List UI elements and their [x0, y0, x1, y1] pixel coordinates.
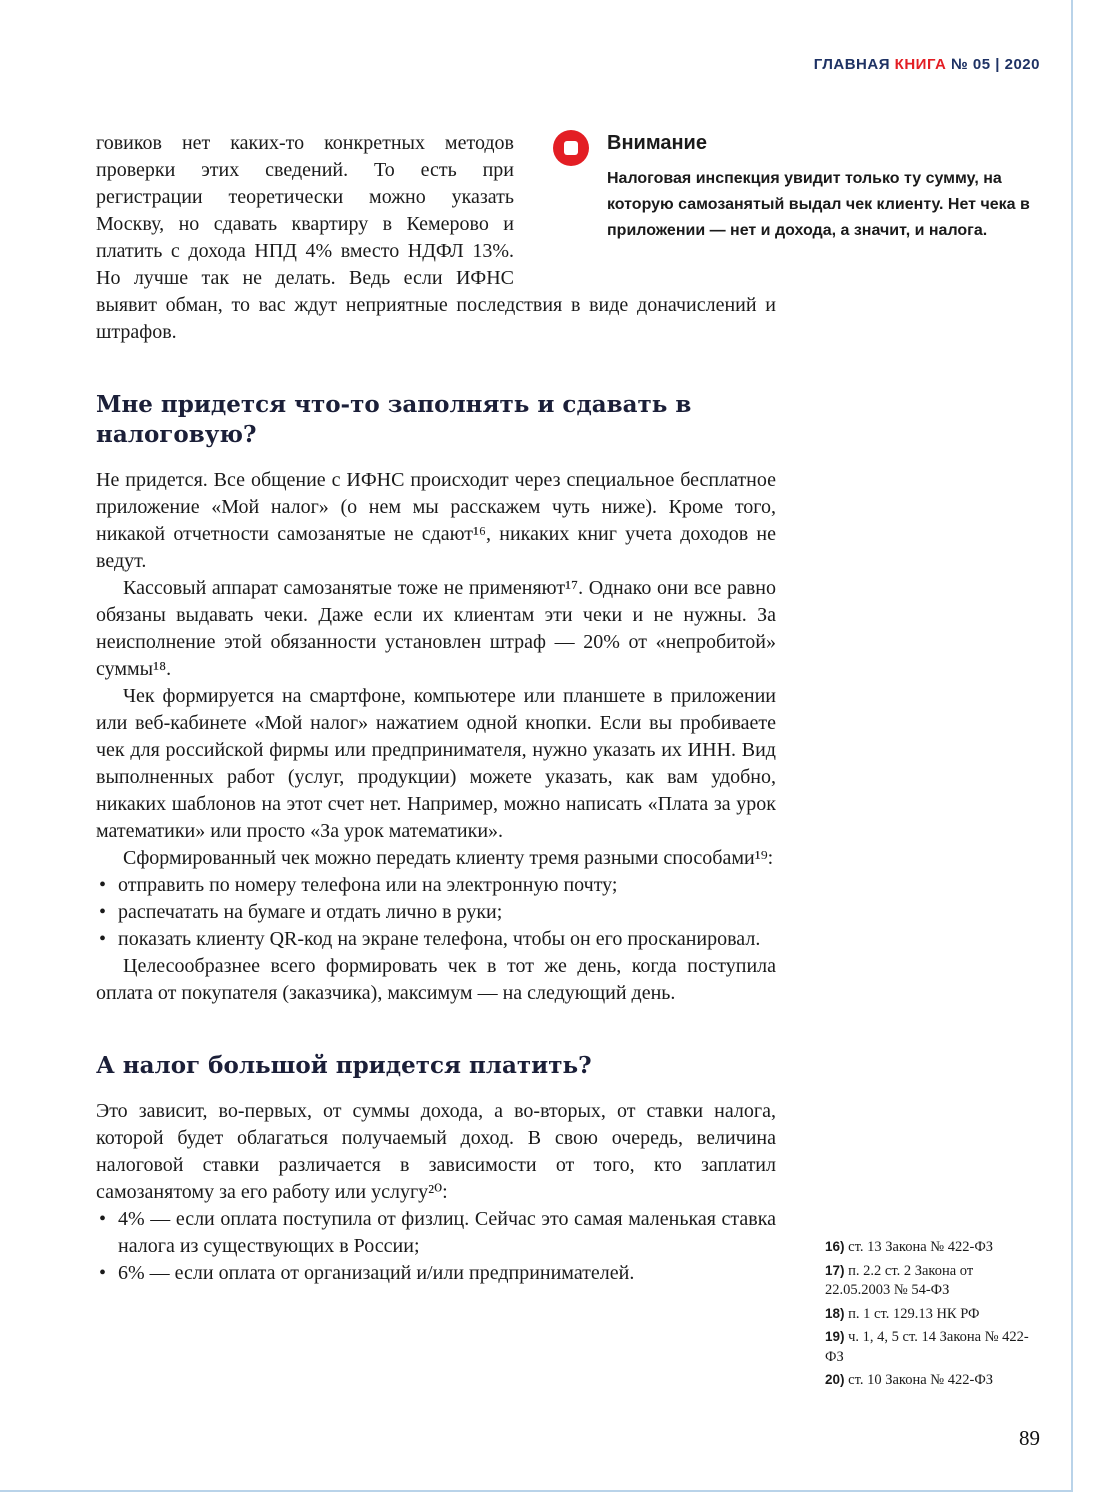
footnote-number: 17) [825, 1262, 845, 1278]
masthead [814, 56, 1040, 73]
list-item: • распечатать на бумаге и отдать лично в руки; [96, 899, 776, 926]
attention-body: Налоговая инспекция увидит только ту сумму, на которую самозанятый выдал чек клиенту. Нет чека в приложении — нет и дохода, а значит, и налога. [607, 170, 1030, 239]
footnote-number: 18) [825, 1305, 845, 1321]
paragraph: Чек формируется на смартфоне, компьютере или планшете в приложении или веб-кабинете «Мой налог» нажатием одной кнопки. Если вы пробиваете чек для российской фирмы или предпринимателя, нужно указать их ИНН. Вид выполненных работ (услуг, продукции) можете указать, как вам удобно, никаких шаблонов на этот счет нет. Например, можно написать «Плата за урок математики» или просто «За урок математики». [96, 685, 776, 842]
list-item: • 4% — если оплата поступила от физлиц. Сейчас это самая маленькая ставка налога из существующих в России; [96, 1206, 776, 1260]
list-item: • отправить по номеру телефона или на электронную почту; [96, 872, 776, 899]
footnote-text: ч. 1, 4, 5 ст. 14 Закона № 422-ФЗ [825, 1329, 1029, 1365]
footnote-text: п. 1 ст. 129.13 НК РФ [848, 1305, 980, 1322]
footnote-number: 19) [825, 1329, 845, 1344]
section-heading-filing: Мне придется что-то заполнять и сдавать в налоговую? [96, 391, 692, 448]
paragraph: Не придется. Все общение с ИФНС происходит через специальное бесплатное приложение «Мой налог» (о нем мы расскажем чуть ниже). Кроме того, никакой отчетности самозанятые не сдают¹⁶, никаких книг учета доходов не ведут. [96, 469, 776, 572]
masthead-brand-accent: КНИГА [894, 56, 947, 73]
footnote-text: ст. 13 Закона № 422-ФЗ [848, 1239, 994, 1255]
paragraph: Целесообразнее всего формировать чек в тот же день, когда поступила оплата от покупателя (заказчика), максимум — на следующий день. [96, 955, 776, 1004]
footnote-text: п. 2.2 ст. 2 Закона от 22.05.2003 № 54-ФЗ [825, 1262, 974, 1298]
footnote [825, 1370, 1037, 1391]
masthead-issue: № 05 | 2020 [951, 56, 1040, 73]
main-column [96, 130, 776, 1287]
page-frame-bottom-rule [0, 1490, 1073, 1492]
masthead-brand-main: ГЛАВНАЯ [813, 56, 890, 73]
footnote [825, 1304, 1037, 1325]
attention-box-spacer [514, 130, 776, 292]
paragraph: Сформированный чек можно передать клиенту тремя разными способами¹⁹: [123, 847, 774, 869]
footnotes-rail [825, 1237, 1037, 1394]
paragraph: Кассовый аппарат самозанятые тоже не применяют¹⁷. Однако они все равно обязаны выдавать чеки. Даже если их клиентам эти чеки и не нужны. За неисполнение этой обязанности установлен штраф — 20% от «непробитой» суммы¹⁸. [96, 577, 776, 680]
section-heading-tax-rate: А налог большой придется платить? [96, 1052, 592, 1079]
footnote-number: 20) [825, 1372, 845, 1387]
intro-text: говиков нет каких-то конкретных методов проверки этих сведений. То есть при регистрации теоретически можно указать Москву, но сдавать квартиру в Кемерово и платить с дохода НПД 4% вместо НДФЛ 13%. Но лучше так не делать. Ведь если ИФНС выявит обман, то вас ждут неприятные последствия в виде доначислений и штрафов. [96, 132, 776, 343]
list-item: • 6% — если оплата от организаций и/или предпринимателей. [96, 1260, 776, 1287]
footnote [825, 1261, 1037, 1301]
list-item: • показать клиенту QR-код на экране телефона, чтобы он его просканировал. [96, 926, 776, 953]
footnote-text: ст. 10 Закона № 422-ФЗ [848, 1372, 994, 1388]
page-frame-right-rule [1071, 0, 1073, 1492]
footnote-number: 16) [825, 1239, 845, 1254]
attention-title: Внимание [607, 132, 707, 154]
footnote [825, 1237, 1037, 1258]
page-number: 89 [1019, 1426, 1040, 1450]
intro-paragraph [96, 130, 776, 346]
footnote [825, 1327, 1037, 1367]
paragraph: Это зависит, во-первых, от суммы дохода, а во-вторых, от ставки налога, которой будет облагаться получаемый доход. В свою очередь, величина налоговой ставки различается в зависимости от того, кто заплатил самозанятому за его работу или услугу²⁰: [96, 1100, 776, 1203]
